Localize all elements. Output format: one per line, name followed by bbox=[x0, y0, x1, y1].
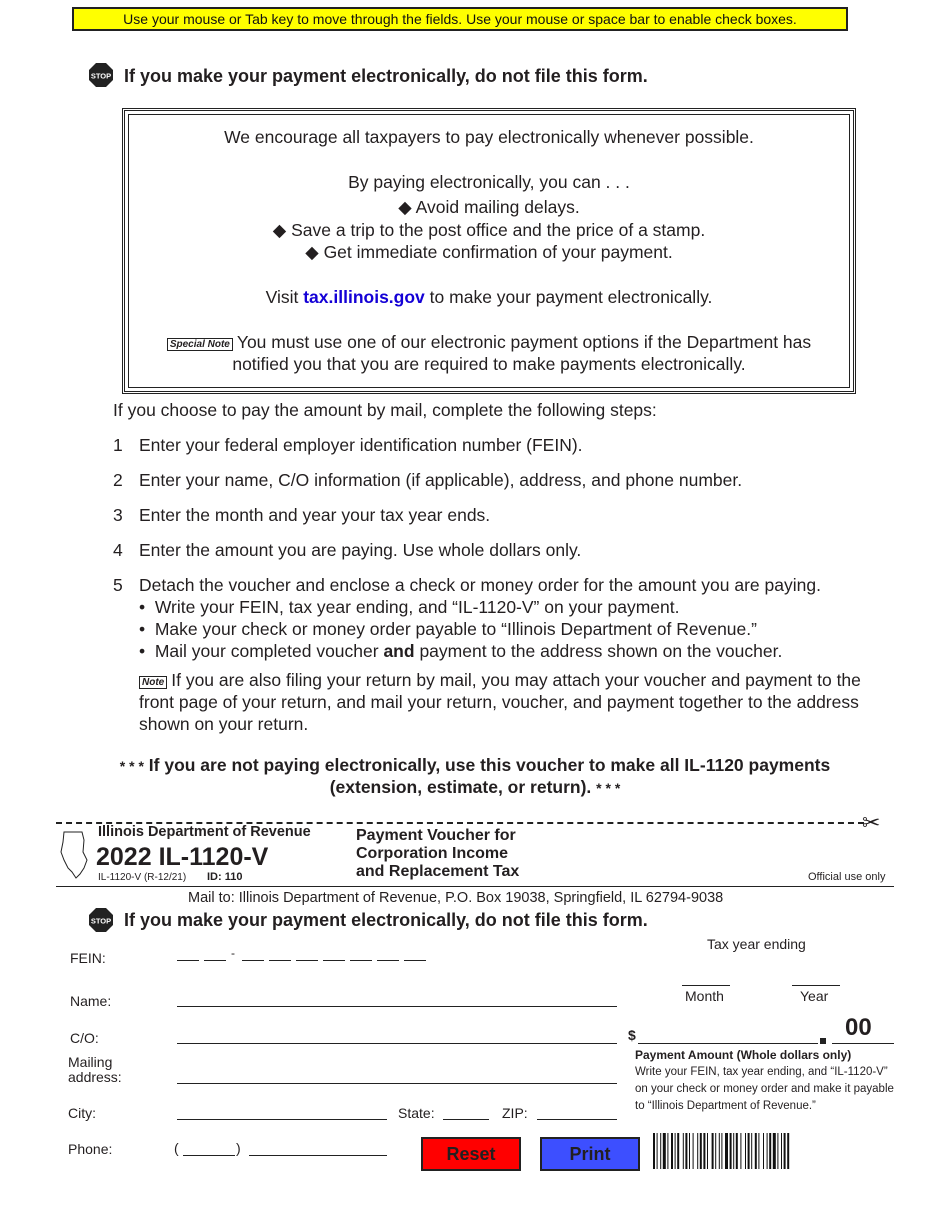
barcode-bar bbox=[667, 1133, 668, 1169]
benefit-item: ◆ Get immediate confirmation of your payment. bbox=[305, 242, 673, 262]
step-item: 1 Enter your federal employer identification number (FEIN). bbox=[113, 435, 583, 455]
barcode-bar bbox=[657, 1133, 658, 1169]
illinois-map-icon bbox=[58, 830, 90, 885]
barcode-bar bbox=[719, 1133, 720, 1169]
diamond-icon: ◆ bbox=[272, 220, 292, 240]
benefit-item: ◆ Avoid mailing delays. bbox=[398, 197, 580, 217]
barcode-bar bbox=[730, 1133, 732, 1169]
form-id: ID: 110 bbox=[207, 871, 243, 883]
special-note-line: Special Note You must use one of our electronic payment options if the Department has bbox=[129, 332, 849, 353]
barcode-bar bbox=[755, 1133, 757, 1169]
barcode-bar bbox=[736, 1133, 738, 1169]
year-label: Year bbox=[800, 988, 829, 1004]
barcode-bar bbox=[740, 1133, 741, 1169]
state-input[interactable] bbox=[443, 1119, 489, 1120]
barcode-bar bbox=[769, 1133, 771, 1169]
phone-label: Phone: bbox=[68, 1141, 113, 1157]
decimal-point bbox=[820, 1038, 826, 1044]
steps-intro: If you choose to pay the amount by mail, complete the following steps: bbox=[113, 400, 657, 420]
barcode-bar bbox=[784, 1133, 786, 1169]
barcode-bar bbox=[685, 1133, 687, 1169]
payment-amount-input[interactable] bbox=[638, 1043, 818, 1044]
form-revision: IL-1120-V (R-12/21) bbox=[98, 872, 187, 883]
name-label: Name: bbox=[70, 993, 112, 1009]
state-label: State: bbox=[398, 1105, 435, 1121]
fein-label: FEIN: bbox=[70, 950, 106, 966]
co-label: C/O: bbox=[70, 1030, 99, 1046]
zip-input[interactable] bbox=[537, 1119, 617, 1120]
barcode-bar bbox=[751, 1133, 752, 1169]
cents-underline bbox=[832, 1043, 894, 1044]
stop-icon bbox=[88, 62, 114, 93]
barcode-bar bbox=[712, 1133, 714, 1169]
barcode bbox=[653, 1133, 849, 1174]
diamond-icon: ◆ bbox=[305, 242, 324, 262]
visit-line: Visit tax.illinois.gov to make your payment electronically. bbox=[265, 287, 713, 307]
barcode-bar bbox=[697, 1133, 698, 1169]
barcode-bar bbox=[700, 1133, 702, 1169]
stop-icon bbox=[88, 907, 114, 938]
barcode-bar bbox=[653, 1133, 655, 1169]
paying-text: By paying electronically, you can . . . bbox=[348, 172, 630, 192]
diamond-icon: ◆ bbox=[398, 197, 416, 217]
barcode-bar bbox=[663, 1133, 666, 1169]
encourage-text: We encourage all taxpayers to pay electronically whenever possible. bbox=[224, 127, 754, 147]
address-input[interactable] bbox=[177, 1083, 617, 1084]
phone-close-paren: ) bbox=[236, 1140, 241, 1156]
tax-year-ending-label: Tax year ending bbox=[707, 936, 806, 952]
mail-to-address: Mail to: Illinois Department of Revenue, P.O. Box 19038, Springfield, IL 62794-9038 bbox=[188, 890, 724, 906]
barcode-bar bbox=[703, 1133, 705, 1169]
stop-heading: If you make your payment electronically, do not file this form. bbox=[124, 910, 648, 930]
barcode-bar bbox=[721, 1133, 722, 1169]
scissors-icon: ✂ bbox=[862, 810, 881, 835]
co-input[interactable] bbox=[177, 1043, 617, 1044]
benefit-item: ◆ Save a trip to the post office and the price of a stamp. bbox=[272, 220, 706, 240]
voucher-title: Payment Voucher for Corporation Income and Replacement Tax bbox=[356, 827, 520, 880]
barcode-bar bbox=[777, 1133, 778, 1169]
step-item: 5 Detach the voucher and enclose a check or money order for the amount you are paying. bbox=[113, 575, 821, 595]
svg-text:STOP: STOP bbox=[90, 71, 112, 81]
electronic-payment-box bbox=[122, 108, 856, 394]
barcode-bar bbox=[660, 1133, 661, 1169]
city-input[interactable] bbox=[177, 1119, 387, 1120]
barcode-bar bbox=[787, 1133, 789, 1169]
department-name: Illinois Department of Revenue bbox=[98, 824, 311, 840]
payment-amount-label: Payment Amount (Whole dollars only) bbox=[635, 1048, 852, 1062]
barcode-bar bbox=[745, 1133, 746, 1169]
special-note-line-2: notified you that you are required to make payments electronically. bbox=[232, 354, 746, 374]
reset-button[interactable]: Reset bbox=[421, 1137, 521, 1171]
cents-value: 00 bbox=[845, 1014, 872, 1041]
step-item: 3 Enter the month and year your tax year ends. bbox=[113, 505, 491, 525]
barcode-bar bbox=[683, 1133, 684, 1169]
barcode-bar bbox=[715, 1133, 716, 1169]
special-note-badge: Special Note bbox=[167, 338, 233, 351]
voucher-heading: * * * If you are not paying electronically, use this voucher to make all IL-1120 payments bbox=[119, 755, 831, 775]
barcode-bar bbox=[707, 1133, 708, 1169]
voucher-divider bbox=[56, 886, 894, 887]
step5-bullet: • Write your FEIN, tax year ending, and “IL-1120-V” on your payment. bbox=[139, 597, 680, 617]
step-item: 2 Enter your name, C/O information (if applicable), address, and phone number. bbox=[113, 470, 743, 490]
barcode-bar bbox=[693, 1133, 694, 1169]
barcode-bar bbox=[767, 1133, 768, 1169]
zip-label: ZIP: bbox=[502, 1105, 528, 1121]
barcode-bar bbox=[671, 1133, 673, 1169]
payment-instructions: Write your FEIN, tax year ending, and “IL-1120-V” on your check or money order and make it payable to “Illinois Department of Revenue.” bbox=[635, 1066, 894, 1112]
barcode-bar bbox=[781, 1133, 782, 1169]
step-item: 4 Enter the amount you are paying. Use whole dollars only. bbox=[113, 540, 582, 560]
tax-website-link[interactable]: tax.illinois.gov bbox=[303, 287, 425, 307]
city-label: City: bbox=[68, 1105, 96, 1121]
month-input[interactable] bbox=[682, 985, 730, 986]
stop-heading: If you make your payment electronically, do not file this form. bbox=[124, 66, 648, 86]
instructions-banner: Use your mouse or Tab key to move through the fields. Use your mouse or space bar to enable check boxes. bbox=[72, 7, 848, 31]
barcode-bar bbox=[675, 1133, 676, 1169]
barcode-bar bbox=[733, 1133, 734, 1169]
barcode-bar bbox=[725, 1133, 728, 1169]
step5-bullet: • Make your check or money order payable to “Illinois Department of Revenue.” bbox=[139, 619, 757, 639]
form-title: 2022 IL-1120-V bbox=[96, 843, 269, 871]
barcode-bar bbox=[763, 1133, 764, 1169]
month-label: Month bbox=[685, 988, 724, 1004]
official-use-label: Official use only bbox=[808, 871, 886, 883]
mail-note: Note If you are also filing your return by mail, you may attach your voucher and payment to the bbox=[139, 670, 899, 691]
name-input[interactable] bbox=[177, 1006, 617, 1007]
mailing-address-label: Mailing address: bbox=[68, 1054, 122, 1085]
phone-open-paren: ( bbox=[174, 1140, 179, 1156]
voucher-heading-2: (extension, estimate, or return). * * * bbox=[329, 777, 621, 797]
barcode-bar bbox=[758, 1133, 759, 1169]
dollar-sign: $ bbox=[628, 1027, 636, 1043]
mail-note-3: shown on your return. bbox=[139, 714, 309, 734]
note-badge: Note bbox=[139, 676, 167, 689]
barcode-bar bbox=[677, 1133, 679, 1169]
print-button[interactable]: Print bbox=[540, 1137, 640, 1171]
barcode-bar bbox=[773, 1133, 776, 1169]
barcode-bar bbox=[689, 1133, 690, 1169]
mail-note-2: front page of your return, and mail your return, voucher, and payment together to the address bbox=[139, 692, 859, 712]
year-input[interactable] bbox=[792, 985, 840, 986]
phone-number-input[interactable] bbox=[249, 1155, 387, 1156]
svg-text:STOP: STOP bbox=[90, 916, 112, 926]
phone-area-input[interactable] bbox=[183, 1155, 235, 1156]
step5-bullet: • Mail your completed voucher and payment to the address shown on the voucher. bbox=[139, 641, 783, 661]
barcode-bar bbox=[748, 1133, 750, 1169]
